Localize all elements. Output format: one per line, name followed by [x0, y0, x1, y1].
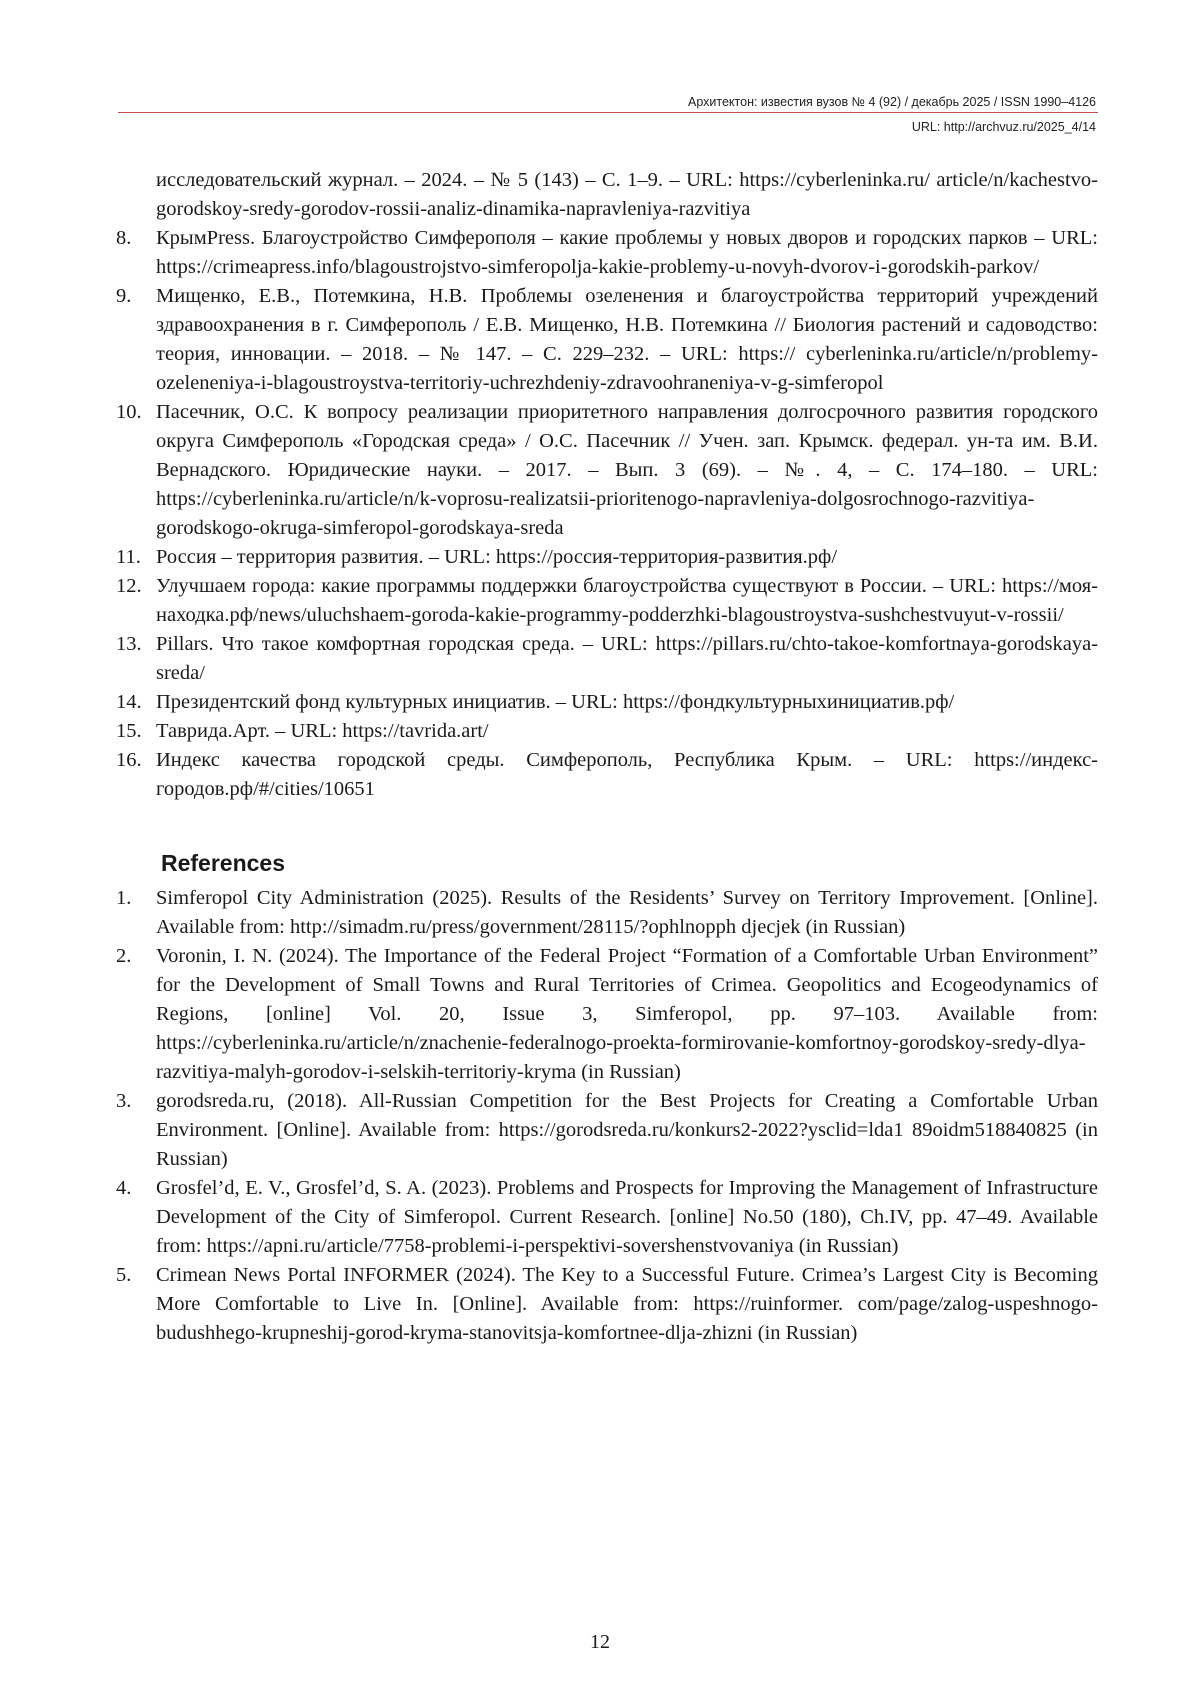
reference-text: Президентский фонд культурных инициатив. – URL: https://фондкультурныхинициатив.рф/ [156, 691, 955, 713]
reference-item [116, 717, 1098, 746]
reference-number: 2. [116, 945, 132, 967]
reference-text: Мищенко, Е.В., Потемкина, Н.В. Проблемы озеленения и благоустройства территорий учреждений здравоохранения в г. Симферополь / Е.В. Мищенко, Н.В. Потемкина // Биология растений и садоводство: теория, инновации. – 2018. – № 147. – С. 229–232. – URL: https:// cyberleninka.ru/article/n/problemy-ozeleneniya-i-blagoustroystva-territoriy-uchrezhdeniy-zdravoohraneniya-v-g-simferopol [156, 285, 1098, 394]
reference-number: 1. [116, 887, 132, 909]
reference-text: Voronin, I. N. (2024). The Importance of the Federal Project “Formation of a Comfortable Urban Environment” for the Development of Small Towns and Rural Territories of Crimea. Geopolitics and Ecogeodynamics of Regions, [online] Vol. 20, Issue 3, Simferopol, pp. 97–103. Available from: https://cyberleninka.ru/article/n/znachenie-federalnogo-proekta-formirovanie-komfortnoy-gorodskoy-sredy-dlya-razvitiya-malyh-gorodov-i-selskih-territoriy-kryma (in Russian) [156, 945, 1098, 1083]
journal-title-line: Архитектон: известия вузов № 4 (92) / декабрь 2025 / ISSN 1990–4126 [688, 95, 1096, 109]
reference-text: Simferopol City Administration (2025). Results of the Residents’ Survey on Territory Improvement. [Online]. Available from: http://simadm.ru/press/government/28115/?ophlnopph djecjek (in Russian) [156, 887, 1098, 938]
page-number: 12 [590, 1631, 610, 1653]
reference-text: Crimean News Portal INFORMER (2024). The Key to a Successful Future. Crimea’s Largest City is Becoming More Comfortable to Live In. [Online]. Available from: https://ruinformer. com/page/zalog-uspeshnogo-budushhego-krupneshij-gorod-kryma-stanovitsja-komfortnee-dlja-zhizni (in Russian) [156, 1264, 1098, 1344]
reference-number: 3. [116, 1090, 132, 1112]
reference-item [116, 398, 1098, 543]
reference-item [116, 1087, 1098, 1174]
article-url-line: URL: http://archvuz.ru/2025_4/14 [911, 120, 1096, 134]
reference-text: Пасечник, О.С. К вопросу реализации приоритетного направления долгосрочного развития городского округа Симферополь «Городская среда» / О.С. Пасечник // Учен. зап. Крымск. федерал. ун-та им. В.И. Вернадского. Юридические науки. – 2017. – Вып. 3 (69). – №. 4, – С. 174–180. – URL: https://cyberleninka.ru/article/n/k-voprosu-realizatsii-prioritenogo-napravleniya-dolgosrochnogo-razvitiya-gorodskogo-okruga-simferopol-gorodskaya-sreda [156, 401, 1098, 539]
reference-continuation: исследовательский журнал. – 2024. – № 5 (143) – С. 1–9. – URL: https://cyberleninka.ru/ article/n/kachestvo-gorodskoy-sredy-gorodov-rossii-analiz-dinamika-napravleniya-razvitiya [156, 169, 1098, 220]
reference-text: Индекс качества городской среды. Симферополь, Республика Крым. – URL: https://индекс-городов.рф/#/cities/10651 [156, 749, 1098, 800]
reference-number: 13. [116, 633, 142, 655]
reference-number: 4. [116, 1177, 132, 1199]
reference-text: Pillars. Что такое комфортная городская среда. – URL: https://pillars.ru/chto-takoe-komfortnaya-gorodskaya-sreda/ [156, 633, 1098, 684]
reference-text: Таврида.Арт. – URL: https://tavrida.art/ [156, 720, 489, 742]
reference-item [116, 884, 1098, 942]
reference-text: Улучшаем города: какие программы поддержки благоустройства существуют в России. – URL: https://моя-находка.рф/news/uluchshaem-goroda-kakie-programmy-podderzhki-blagoustroystva-sushchestvuyut-v-rossii/ [156, 575, 1098, 626]
reference-item [116, 1261, 1098, 1348]
reference-number: 10. [116, 401, 142, 423]
reference-number: 14. [116, 691, 142, 713]
english-reference-list [116, 884, 1098, 1348]
running-header [118, 94, 1098, 135]
reference-number: 9. [116, 285, 132, 307]
reference-item [116, 1174, 1098, 1261]
reference-text: gorodsreda.ru, (2018). All-Russian Competition for the Best Projects for Creating a Comfortable Urban Environment. [Online]. Available from: https://gorodsreda.ru/konkurs2-2022?ysclid=lda1 89oidm518840825 (in Russian) [156, 1090, 1098, 1170]
reference-item [116, 688, 1098, 717]
reference-item [116, 543, 1098, 572]
reference-number: 8. [116, 227, 132, 249]
header-divider [118, 112, 1098, 113]
reference-item [116, 282, 1098, 398]
reference-number: 16. [116, 749, 142, 771]
reference-number: 15. [116, 720, 142, 742]
reference-item [116, 224, 1098, 282]
references-heading: References [161, 850, 286, 876]
reference-item [116, 942, 1098, 1087]
reference-item [116, 572, 1098, 630]
reference-item [116, 746, 1098, 804]
reference-number: 11. [116, 546, 141, 568]
reference-text: Grosfel’d, E. V., Grosfel’d, S. A. (2023). Problems and Prospects for Improving the Management of Infrastructure Development of the City of Simferopol. Current Research. [online] No.50 (180), Ch.IV, pp. 47–49. Available from: https://apni.ru/article/7758-problemi-i-perspektivi-sovershenstvovaniya (in Russian) [156, 1177, 1098, 1257]
reference-text: КрымPress. Благоустройство Симферополя – какие проблемы у новых дворов и городских парков – URL: https://crimeapress.info/blagoustrojstvo-simferopolja-kakie-problemy-u-novyh-dvorov-i-gorodskih-parkov/ [156, 227, 1098, 278]
reference-number: 5. [116, 1264, 132, 1286]
reference-item [116, 630, 1098, 688]
reference-number: 12. [116, 575, 142, 597]
russian-reference-list [116, 224, 1098, 804]
reference-text: Россия – территория развития. – URL: https://россия-территория-развития.рф/ [156, 546, 838, 568]
article-body [116, 166, 1098, 1348]
